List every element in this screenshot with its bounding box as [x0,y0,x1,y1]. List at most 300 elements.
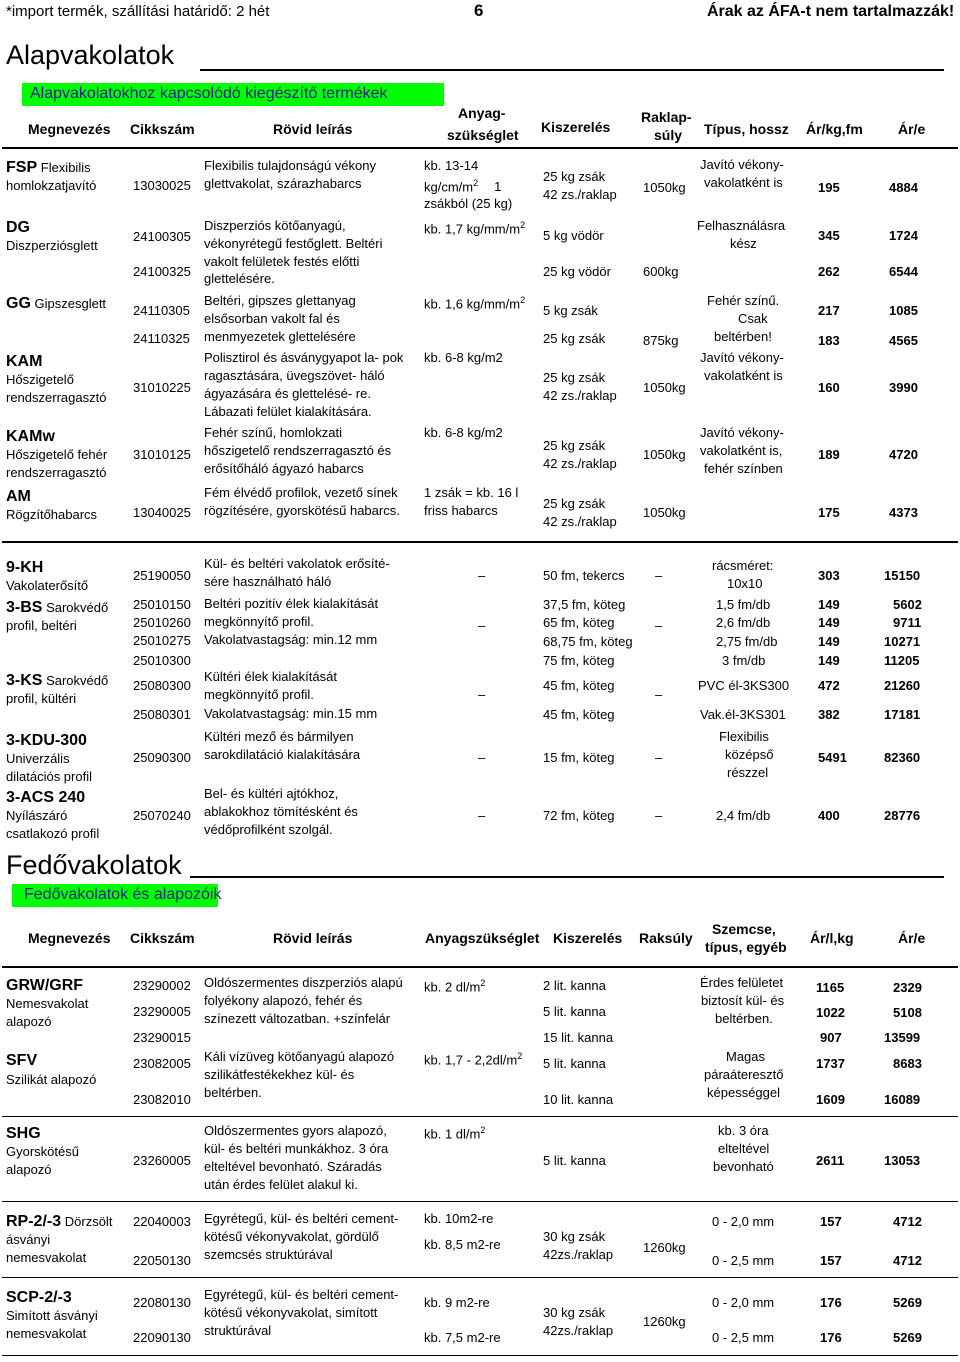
price-kg: 149 [818,597,840,612]
usage: kb. 10m2-re [424,1211,494,1226]
desc-line: Bel- és kültéri ajtókhoz, [204,786,339,801]
product-subname: Sarokvédő [46,600,109,615]
pallet-weight: 1050kg [643,447,686,462]
pack: 10 lit. kanna [543,1092,614,1107]
pack: 30 kg zsák [543,1305,606,1320]
pallet-weight: 600kg [643,264,679,279]
price-each: 82360 [884,750,921,765]
desc-line: Lábazati felület kialakítására. [204,404,372,419]
price-kg: 400 [818,808,840,823]
header-type: Szemcse, [712,921,776,937]
pack: 42 zs./raklap [543,456,617,471]
header-type-2: típus, egyéb [705,939,787,955]
type: beltérben. [715,1011,773,1026]
product-desc-name: Univerzális [6,751,70,766]
section-band-1 [22,83,444,106]
header-desc: Rövid leírás [273,121,353,137]
pack: 42 zs./raklap [543,514,617,529]
price-kg: 149 [818,634,840,649]
product-code-name: 3-KS [6,672,43,689]
type: Fehér színű. [707,293,780,308]
type: biztosít kül- és [701,993,785,1008]
type: 2,6 fm/db [716,615,771,630]
dash: – [478,618,486,633]
pack: 68,75 fm, köteg [543,634,633,649]
product-desc-name: Szilikát alapozó [6,1072,97,1087]
desc-line: szilikátfestékekhez kül- és [204,1067,355,1082]
desc-line: Kültéri élek kialakítását [204,669,337,684]
item-code: 25190050 [133,568,191,583]
price-each: 16089 [884,1092,921,1107]
price-kg: 217 [818,303,840,318]
item-code: 25090300 [133,750,191,765]
price-each: 4712 [893,1214,922,1229]
desc-line: Diszperziós kötőanyagú, [204,218,346,233]
usage: friss habarcs [424,503,498,518]
pack: 25 kg zsák [543,370,606,385]
product-desc-name: Vakolaterősítő [6,578,89,593]
product-code-name: 9-KH [6,559,44,576]
header-price-each: Ár/e [898,930,926,946]
price-kg: 1737 [816,1056,845,1071]
price-each: 4565 [889,333,918,348]
desc-line: sére használható háló [204,574,332,589]
price-kg: 382 [818,707,840,722]
type: fehér színben [704,461,783,476]
type: Flexibilis [719,729,769,744]
desc-line: Oldószermentes gyors alapozó, [204,1123,387,1138]
desc-line: ragasztására, üvegszövet- háló [204,368,385,383]
item-code: 25010260 [133,615,191,630]
desc-line: kül- és beltéri munkákhoz. 3 óra [204,1141,389,1156]
usage: kb. 1,7 kg/mm/m [424,221,521,237]
type: 0 - 2,0 mm [712,1214,775,1229]
header-code: Cikkszám [130,121,195,137]
item-code: 31010225 [133,380,191,395]
header-price-kg: Ár/kg,fm [806,121,863,137]
desc-line: szemcsés struktúrával [204,1247,333,1262]
usage: kb. 9 m2-re [424,1295,490,1310]
desc-line: glettvakolat, szárazhabarcs [204,176,362,191]
desc-line: vékonyrétegű festőglett. Beltéri [204,236,383,251]
price-kg: 175 [818,505,840,520]
usage: kb. 6-8 kg/m2 [424,350,503,365]
product-desc-name: Nemesvakolat [6,996,89,1011]
desc-line: Egyrétegű, kül- és beltéri cement- [204,1287,399,1302]
product-desc-name: Simított ásványi [6,1308,98,1323]
price-each: 15150 [884,568,921,583]
product-code-name: SCP-2/-3 [6,1289,72,1306]
pack: 5 lit. kanna [543,1056,606,1071]
product-desc-name: Hőszigetelő [6,372,74,387]
price-kg: 195 [818,180,840,195]
usage: kb. 8,5 m2-re [424,1237,501,1252]
product-desc-name: alapozó [6,1162,52,1177]
price-each: 3990 [889,380,918,395]
desc-line: ágyazására és glettelésé- re. [204,386,371,401]
pack: 42zs./raklap [543,1323,614,1338]
desc-line: ablakokhoz tömítésként és [204,804,358,819]
product-code-name: RP-2/-3 [6,1213,62,1230]
product-desc-name: nemesvakolat [6,1250,87,1265]
desc-line: folyékony alapozó, fehér és [204,993,363,1008]
item-code: 24100305 [133,229,191,244]
type: kész [730,236,757,251]
title-rule [190,876,944,878]
pallet-weight: 1260kg [643,1240,686,1255]
product-code-name: GG [6,295,31,312]
product-desc-name: ásványi [6,1232,51,1247]
desc-line: Beltéri pozitív élek kialakítását [204,596,379,611]
pallet-weight: 1050kg [643,180,686,195]
product-code-name: GRW/GRF [6,977,84,994]
import-note: *import termék, szállítási határidő: 2 hét [6,3,270,20]
desc-line: Flexibilis tulajdonságú vékony [204,158,376,173]
pack: 42zs./raklap [543,1247,614,1262]
desc-line: beltérben. [204,1085,262,1100]
type: vakolatként is, [700,443,783,458]
header-usage: Anyagszükséglet [425,930,540,946]
pack: 15 lit. kanna [543,1030,614,1045]
desc-line: elteltével bevonható. Száradás [204,1159,382,1174]
pack: 5 lit. kanna [543,1153,606,1168]
desc-line: kötésű vékonyvakolat, gördülő [204,1229,379,1244]
price-kg: 183 [818,333,840,348]
price-each: 21260 [884,678,921,693]
row-divider [2,1277,958,1278]
vat-note: Árak az ÁFA-t nem tartalmazzák! [707,3,955,20]
desc-line: Vakolatvastagság: min.12 mm [204,632,378,647]
price-kg: 345 [818,228,840,243]
price-kg: 2611 [816,1153,845,1168]
item-code: 31010125 [133,447,191,462]
product-code-name: DG [6,219,30,236]
header-usage-2: szükséglet [447,127,519,143]
usage: 1 [494,179,502,195]
item-code: 25010150 [133,597,191,612]
item-code: 13040025 [133,505,191,520]
product-desc-name: Diszperziósglett [6,238,98,253]
desc-line: Kül- és beltéri vakolatok erősíté- [204,556,390,571]
pack: 25 kg zsák [543,169,606,184]
type: beltérben! [714,329,772,344]
product-code-name: SFV [6,1052,38,1069]
desc-line: hőszigetelő rendszerragasztó és [204,443,392,458]
dash: – [655,568,663,583]
desc-line: Káli vízüveg kötőanyagú alapozó [204,1049,395,1064]
header-name: Megnevezés [28,930,111,946]
desc-line: kötésű vékonyvakolat, simított [204,1305,378,1320]
price-kg: 149 [818,653,840,668]
item-code: 22040003 [133,1214,191,1229]
dash: – [655,750,663,765]
item-code: 23290002 [133,978,191,993]
pack: 65 fm, köteg [543,615,615,630]
usage: kb. 2 dl/m [424,979,481,995]
item-code: 24100325 [133,264,191,279]
type: rácsméret: [712,558,774,573]
product-subname: Flexibilis [40,160,91,175]
item-code: 25010300 [133,653,191,668]
price-each: 4884 [889,180,918,195]
price-each: 2329 [893,980,922,995]
desc-line: Fém élvédő profilok, vezető sínek [204,485,398,500]
pack: 5 lit. kanna [543,1004,606,1019]
section-title-alapvakolatok: Alapvakolatok [6,40,175,70]
item-code: 22050130 [133,1253,191,1268]
price-kg: 1022 [816,1005,845,1020]
dash: – [655,687,663,702]
price-each: 13053 [884,1153,921,1168]
item-code: 22080130 [133,1295,191,1310]
price-kg: 176 [820,1295,842,1310]
usage: kb. 1 dl/m [424,1126,481,1142]
item-code: 25010275 [133,633,191,648]
header-type: Típus, hossz [704,121,789,137]
type: Vak.él-3KS301 [700,707,786,722]
type: Javító vékony- [700,425,784,440]
usage: kb. 13-14 [424,158,479,173]
product-subname: Dörzsölt [64,1214,113,1229]
usage: kb. 1,6 kg/mm/m [424,296,521,312]
pack: 37,5 fm, köteg [543,597,626,612]
type: páraáteresztő [704,1067,784,1082]
pack: 72 fm, köteg [543,808,615,823]
desc-line: Polisztirol és ásványgyapot la- pok [204,350,404,365]
price-kg: 907 [820,1030,842,1045]
price-each: 10271 [884,634,921,649]
type: Javító vékony- [700,350,784,365]
price-each: 5269 [893,1330,922,1345]
desc-line: megkönnyítő profil. [204,614,314,629]
pack: 42 zs./raklap [543,388,617,403]
product-desc-name: Gyorskötésű [6,1144,79,1159]
header-price-l: Ár/l,kg [810,930,854,946]
band-label: Fedővakolatok és alapozóik [24,886,222,903]
section-title-fedovakolatok: Fedővakolatok [6,850,182,880]
item-code: 23260005 [133,1153,191,1168]
product-desc-name: rendszerragasztó [6,390,107,405]
pack: 50 fm, tekercs [543,568,625,583]
row-divider [2,1201,958,1202]
desc-line: vakolt felületek festés előtti [204,254,360,269]
pack: 5 kg vödör [543,228,604,243]
band-label: Alapvakolatokhoz kapcsolódó kiegészítő termékek [30,85,388,102]
product-desc-name: alapozó [6,1014,52,1029]
pack: 25 kg zsák [543,331,606,346]
price-kg: 1609 [816,1092,845,1107]
desc-line: struktúrával [204,1323,272,1338]
product-subname: Sarokvédő [46,673,109,688]
header-pack: Kiszerelés [553,930,623,946]
price-each: 8683 [893,1056,922,1071]
product-desc-name: Rögzítőhabarcs [6,507,98,522]
price-kg: 149 [818,615,840,630]
title-rule [200,69,944,71]
header-pallet: Raklap- [641,109,692,125]
price-each: 4373 [889,505,918,520]
product-code-name: KAMw [6,428,55,445]
pallet-weight: 875kg [643,333,679,348]
type: Magas [726,1049,766,1064]
item-code: 23290005 [133,1004,191,1019]
product-code-name: 3-KDU-300 [6,732,87,749]
dash: – [478,687,486,702]
desc-line: után érdes felület alakul ki. [204,1177,358,1192]
product-desc-name: profil, kültéri [6,691,77,706]
price-kg: 176 [820,1330,842,1345]
pack: 25 kg zsák [543,496,606,511]
price-kg: 157 [820,1253,842,1268]
pack: 5 kg zsák [543,303,598,318]
desc-line: erősítőháló ágyazó habarcs [204,461,364,476]
usage: kb. 6-8 kg/m2 [424,425,503,440]
header-price-each: Ár/e [898,121,926,137]
price-kg: 157 [820,1214,842,1229]
usage: kb. 1,7 - 2,2dl/m [424,1052,518,1068]
row-divider [2,1116,958,1117]
type: középső [725,747,774,762]
type: bevonható [713,1159,774,1174]
pack: 15 fm, köteg [543,750,615,765]
type: vakolatként is [704,175,783,190]
desc-line: Vakolatvastagság: min.15 mm [204,706,378,721]
header-rule-1 [2,147,958,149]
desc-line: glettelésére. [204,271,275,286]
price-each: 11205 [884,653,920,668]
product-code-name: 3-BS [6,599,43,616]
pack: 30 kg zsák [543,1229,606,1244]
type: Érdes felületet [700,975,784,990]
desc-line: menmyezetek glettelésére [204,329,356,344]
item-code: 22090130 [133,1330,191,1345]
price-kg: 189 [818,447,840,462]
header-pack: Kiszerelés [541,119,611,135]
pack: 75 fm, köteg [543,653,615,668]
pack: 45 fm, köteg [543,678,615,693]
price-each: 4712 [893,1253,922,1268]
type: részzel [727,765,769,780]
pack: 45 fm, köteg [543,707,615,722]
item-code: 23290015 [133,1030,191,1045]
price-kg: 472 [818,678,840,693]
item-code: 25070240 [133,808,191,823]
type: Felhasználásra [697,218,786,233]
pallet-weight: 1050kg [643,380,686,395]
pack: 25 kg vödör [543,264,611,279]
type: 2,75 fm/db [716,634,778,649]
dash: – [655,808,663,823]
dash: – [478,808,486,823]
type: 0 - 2,5 mm [712,1330,775,1345]
item-code: 23082005 [133,1056,191,1071]
product-code-name: 3-ACS 240 [6,789,86,806]
product-desc-name: profil, beltéri [6,618,77,633]
pallet-weight: 1260kg [643,1314,686,1329]
desc-line: Egyrétegű, kül- és beltéri cement- [204,1211,399,1226]
desc-line: megkönnyítő profil. [204,687,314,702]
pack: 42 zs./raklap [543,187,617,202]
product-desc-name: nemesvakolat [6,1326,87,1341]
price-each: 5269 [893,1295,922,1310]
page-number: 6 [474,1,484,20]
type: 10x10 [727,576,763,591]
desc-line: rögzítésére, gyorskötésű habarcs. [204,503,400,518]
header-name: Megnevezés [28,121,111,137]
dash: – [478,568,486,583]
header-usage: Anyag- [458,105,506,121]
type: kb. 3 óra [718,1123,769,1138]
header-rule-2 [2,966,958,968]
price-kg: 262 [818,264,840,279]
desc-line: Oldószermentes diszperziós alapú [204,975,403,990]
type: képességgel [707,1085,780,1100]
desc-line: Fehér színű, homlokzati [204,425,343,440]
item-code: 24110325 [133,331,190,346]
type: Javító vékony- [700,157,784,172]
type: Csak [738,311,768,326]
type: 0 - 2,5 mm [712,1253,775,1268]
desc-line: sarokdilatáció kialakítására [204,747,361,762]
section-rule [2,541,958,543]
price-each: 5602 [893,597,922,612]
desc-line: színezett változatban. +színfelár [204,1011,391,1026]
price-each: 9711 [893,615,922,630]
product-desc-name: csatlakozó profil [6,826,100,841]
type: 0 - 2,0 mm [712,1295,775,1310]
product-code-name: KAM [6,353,43,370]
product-desc-name: dilatációs profil [6,769,92,784]
desc-line: védőprofilként szolgál. [204,822,333,837]
header-code: Cikkszám [130,930,195,946]
price-kg: 160 [818,380,840,395]
desc-line: elsősorban vakolt fal és [204,311,340,326]
price-kg: 5491 [818,750,847,765]
item-code: 25080300 [133,678,191,693]
item-code: 25080301 [133,707,191,722]
pack: 25 kg zsák [543,438,606,453]
price-each: 17181 [884,707,921,722]
section-band-2 [12,884,222,907]
price-each: 4720 [889,447,918,462]
product-code-name: FSP [6,159,38,176]
product-subname: Gipszesglett [34,296,107,311]
pallet-weight: 1050kg [643,505,686,520]
product-desc-name: rendszerragasztó [6,465,107,480]
header-pallet-2: súly [654,127,683,143]
dash: – [655,618,663,633]
price-kg: 1165 [816,980,845,995]
product-desc-name: homlokzatjavító [6,178,97,193]
price-each: 28776 [884,808,921,823]
usage: kg/cm/m [424,179,474,195]
desc-line: Beltéri, gipszes glettanyag [204,293,356,308]
row-divider [2,1355,958,1356]
type: 1,5 fm/db [716,597,771,612]
usage: kb. 7,5 m2-re [424,1330,501,1345]
type: vakolatként is [704,368,783,383]
item-code: 13030025 [133,178,191,193]
usage: zsákból (25 kg) [424,196,513,211]
type: 2,4 fm/db [716,808,771,823]
usage: 1 zsák = kb. 16 l [424,485,519,500]
desc-line: Kültéri mező és bármilyen [204,729,354,744]
header-pallet: Raksúly [639,930,693,946]
product-code-name: AM [6,488,31,505]
price-each: 1085 [889,303,918,318]
price-each: 6544 [889,264,918,279]
price-each: 1724 [889,228,918,243]
